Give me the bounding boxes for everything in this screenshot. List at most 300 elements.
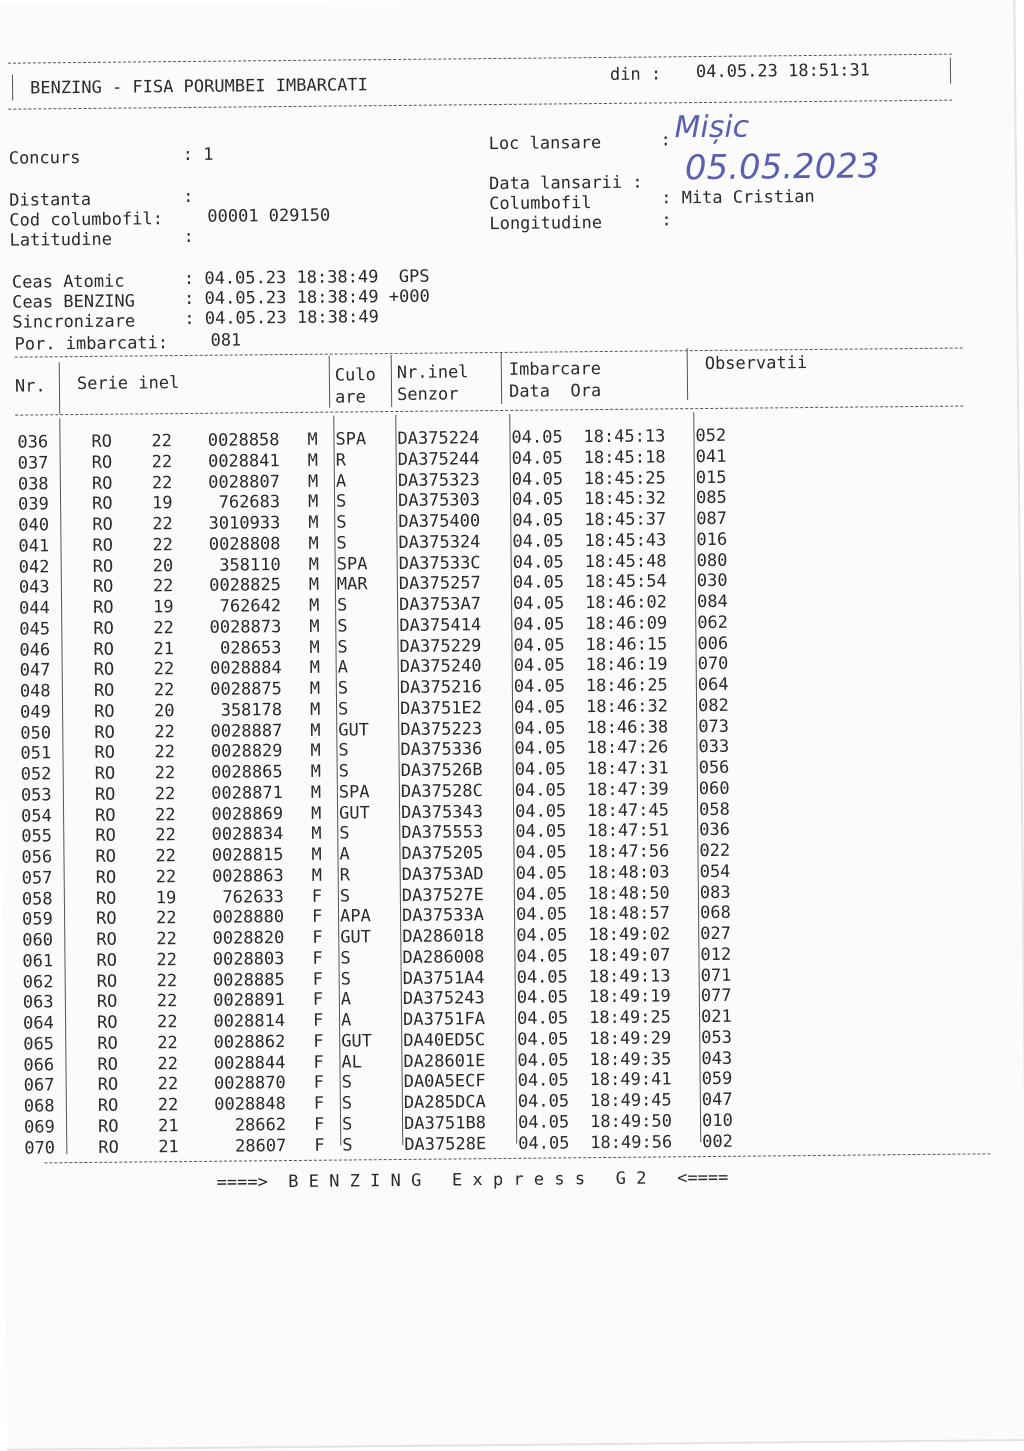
row-time: 18:49:56 xyxy=(590,1132,672,1154)
row-date: 04.05 xyxy=(516,946,567,967)
row-ring-number: 0028862 xyxy=(195,1032,285,1054)
row-number: 059 xyxy=(22,910,53,931)
row-sensor: DA375216 xyxy=(400,677,482,699)
row-number: 045 xyxy=(19,619,50,640)
row-time: 18:46:02 xyxy=(585,592,667,614)
row-sex: F xyxy=(313,969,323,990)
row-colour: SPA xyxy=(337,554,368,575)
row-time: 18:45:37 xyxy=(584,509,666,531)
row-observation: 022 xyxy=(699,841,730,862)
row-year: 22 xyxy=(154,659,184,680)
row-sensor: DA3751FA xyxy=(403,1009,485,1031)
row-year: 22 xyxy=(157,991,187,1012)
row-date: 04.05 xyxy=(512,469,563,490)
row-number: 060 xyxy=(22,930,53,951)
row-colour: S xyxy=(337,595,347,616)
row-country: RO xyxy=(96,888,117,909)
row-ring-number: 0028841 xyxy=(190,451,280,473)
row-colour: MAR xyxy=(337,575,368,596)
row-number: 042 xyxy=(19,557,50,578)
row-number: 055 xyxy=(21,827,52,848)
row-sensor: DA3753AD xyxy=(402,864,484,886)
row-observation: 058 xyxy=(699,799,730,820)
row-observation: 084 xyxy=(697,592,728,613)
row-date: 04.05 xyxy=(513,635,564,656)
row-year: 22 xyxy=(155,846,185,867)
row-colour: A xyxy=(339,844,349,865)
row-sensor: DA37533A xyxy=(402,905,484,927)
row-country: RO xyxy=(92,494,113,515)
header-sep-imbarcare xyxy=(687,348,688,400)
row-country: RO xyxy=(92,473,113,494)
row-sex: F xyxy=(313,990,323,1011)
row-year: 22 xyxy=(156,867,186,888)
row-date: 04.05 xyxy=(515,822,566,843)
row-number: 037 xyxy=(18,453,49,474)
row-ring-number: 0028808 xyxy=(190,534,280,556)
row-number: 047 xyxy=(20,661,51,682)
row-number: 068 xyxy=(24,1096,55,1117)
row-colour: A xyxy=(338,658,348,679)
longitudine-label: Longitudine xyxy=(489,213,602,234)
row-sensor: DA37528C xyxy=(401,781,483,803)
row-sensor: DA375205 xyxy=(401,843,483,865)
row-date: 04.05 xyxy=(518,1071,569,1092)
row-year: 22 xyxy=(157,1054,187,1075)
row-sensor: DA3751A4 xyxy=(403,968,485,990)
row-date: 04.05 xyxy=(518,1133,569,1154)
header-sep-serie xyxy=(329,356,330,408)
row-year: 22 xyxy=(151,431,181,452)
row-date: 04.05 xyxy=(514,718,565,739)
row-sex: M xyxy=(308,533,318,554)
row-sex: M xyxy=(308,450,318,471)
row-number: 054 xyxy=(21,806,52,827)
row-time: 18:49:29 xyxy=(589,1028,671,1050)
row-ring-number: 0028873 xyxy=(191,617,281,639)
row-sex: F xyxy=(313,1011,323,1032)
row-country: RO xyxy=(96,950,117,971)
row-date: 04.05 xyxy=(518,1112,569,1133)
row-colour: S xyxy=(339,761,349,782)
row-colour: S xyxy=(337,637,347,658)
row-number: 051 xyxy=(20,744,51,765)
row-date: 04.05 xyxy=(513,593,564,614)
row-date: 04.05 xyxy=(517,967,568,988)
row-year: 19 xyxy=(156,888,186,909)
row-date: 04.05 xyxy=(515,780,566,801)
row-sensor: DA40ED5C xyxy=(403,1030,485,1052)
row-sensor: DA375400 xyxy=(398,511,480,533)
row-sensor: DA375336 xyxy=(400,739,482,761)
row-observation: 033 xyxy=(698,737,729,758)
row-observation: 073 xyxy=(698,716,729,737)
row-colour: S xyxy=(336,533,346,554)
header-serie-inel: Serie inel xyxy=(77,373,180,394)
row-sex: F xyxy=(312,886,322,907)
row-number: 041 xyxy=(18,536,49,557)
row-country: RO xyxy=(92,452,113,473)
row-time: 18:46:19 xyxy=(586,655,668,677)
row-number: 036 xyxy=(17,432,48,453)
row-colour: S xyxy=(342,1073,352,1094)
ceas-benzing-value: : 04.05.23 18:38:49 +000 xyxy=(184,287,430,309)
header-sep-senzor xyxy=(501,352,502,404)
row-sensor: DA375343 xyxy=(401,802,483,824)
row-time: 18:45:25 xyxy=(584,468,666,490)
row-year: 22 xyxy=(153,576,183,597)
distanta-value: : xyxy=(183,187,193,207)
row-ring-number: 0028807 xyxy=(190,472,280,494)
row-number: 063 xyxy=(23,993,54,1014)
header-culoare-2: are xyxy=(335,387,366,407)
row-ring-number: 0028875 xyxy=(192,679,282,701)
row-sex: M xyxy=(308,471,318,492)
row-year: 19 xyxy=(153,597,183,618)
row-date: 04.05 xyxy=(517,988,568,1009)
row-date: 04.05 xyxy=(512,448,563,469)
row-colour: R xyxy=(340,865,350,886)
row-ring-number: 0028829 xyxy=(192,741,282,763)
row-sex: M xyxy=(308,513,318,534)
row-ring-number: 358110 xyxy=(191,555,281,577)
row-ring-number: 0028870 xyxy=(196,1073,286,1095)
row-country: RO xyxy=(94,722,115,743)
row-year: 22 xyxy=(154,742,184,763)
row-sex: M xyxy=(311,762,321,783)
row-ring-number: 0028820 xyxy=(194,928,284,950)
row-observation: 012 xyxy=(700,945,731,966)
row-time: 18:45:18 xyxy=(584,447,666,469)
row-ring-number: 28607 xyxy=(196,1136,286,1158)
row-year: 20 xyxy=(154,701,184,722)
footer-banner: ====> B E N Z I N G E x p r e s s G 2 <==== xyxy=(217,1168,729,1193)
row-colour: A xyxy=(341,1010,351,1031)
din-label: din : xyxy=(610,64,661,84)
por-imbarcati-label: Por. imbarcati: xyxy=(14,333,168,354)
row-country: RO xyxy=(98,1096,119,1117)
row-date: 04.05 xyxy=(513,614,564,635)
row-year: 21 xyxy=(153,639,183,660)
document-title: BENZING - FISA PORUMBEI IMBARCATI xyxy=(30,75,368,98)
row-sex: F xyxy=(314,1135,324,1156)
row-country: RO xyxy=(98,1075,119,1096)
row-number: 062 xyxy=(23,972,54,993)
row-country: RO xyxy=(93,556,114,577)
row-colour: GUT xyxy=(341,1031,372,1052)
row-time: 18:47:56 xyxy=(587,841,669,863)
row-sensor: DA375323 xyxy=(398,470,480,492)
row-ring-number: 0028887 xyxy=(192,721,282,743)
row-observation: 052 xyxy=(695,426,726,447)
row-date: 04.05 xyxy=(516,925,567,946)
row-sex: F xyxy=(312,928,322,949)
row-year: 22 xyxy=(155,784,185,805)
columbofil-label: Columbofil xyxy=(489,193,592,214)
row-sensor: DA375223 xyxy=(400,719,482,741)
row-ring-number: 0028891 xyxy=(195,990,285,1012)
cod-columbofil-label: Cod columbofil: xyxy=(9,209,163,230)
row-colour: SPA xyxy=(335,429,366,450)
row-sensor: DA375303 xyxy=(398,490,480,512)
row-colour: S xyxy=(342,1093,352,1114)
row-observation: 059 xyxy=(702,1069,733,1090)
row-ring-number: 0028848 xyxy=(196,1094,286,1116)
row-time: 18:49:50 xyxy=(590,1111,672,1133)
row-observation: 060 xyxy=(699,779,730,800)
header-imbarcare-1: Imbarcare xyxy=(509,359,601,380)
handwritten-release-date: 05.05.2023 xyxy=(685,146,880,188)
row-observation: 027 xyxy=(700,924,731,945)
row-observation: 054 xyxy=(700,862,731,883)
row-year: 22 xyxy=(154,680,184,701)
row-sensor: DA375553 xyxy=(401,822,483,844)
row-year: 22 xyxy=(152,535,182,556)
row-date: 04.05 xyxy=(515,759,566,780)
sincronizare-value: : 04.05.23 18:38:49 xyxy=(184,307,379,329)
row-observation: 083 xyxy=(700,882,731,903)
latitudine-value: : xyxy=(183,227,193,247)
row-sensor: DA286008 xyxy=(402,947,484,969)
row-colour: SPA xyxy=(339,782,370,803)
row-sex: M xyxy=(309,616,319,637)
header-nr-inel-2: Senzor xyxy=(397,384,459,405)
row-sensor: DA375324 xyxy=(398,532,480,554)
row-year: 22 xyxy=(155,805,185,826)
row-sensor: DA37533C xyxy=(399,553,481,575)
row-observation: 047 xyxy=(702,1090,733,1111)
row-time: 18:45:43 xyxy=(584,530,666,552)
row-observation: 068 xyxy=(700,903,731,924)
row-sex: M xyxy=(310,720,320,741)
row-country: RO xyxy=(97,971,118,992)
row-sensor: DA3751E2 xyxy=(400,698,482,720)
row-country: RO xyxy=(96,867,117,888)
row-sex: M xyxy=(307,430,317,451)
row-year: 22 xyxy=(153,618,183,639)
loc-lansare-value: : xyxy=(661,130,671,150)
row-date: 04.05 xyxy=(512,531,563,552)
row-number: 053 xyxy=(21,785,52,806)
row-time: 18:46:15 xyxy=(585,634,667,656)
ceas-atomic-label: Ceas Atomic xyxy=(12,272,125,293)
row-time: 18:46:38 xyxy=(586,717,668,739)
row-colour: S xyxy=(336,512,346,533)
header-imbarcare-2: Data Ora xyxy=(509,381,601,402)
header-culoare-1: Culo xyxy=(335,365,376,385)
row-ring-number: 762642 xyxy=(191,596,281,618)
row-sex: M xyxy=(309,637,319,658)
row-observation: 036 xyxy=(699,820,730,841)
header-nr-inel-1: Nr.inel xyxy=(397,362,469,383)
row-year: 22 xyxy=(154,722,184,743)
row-observation: 015 xyxy=(696,467,727,488)
row-year: 22 xyxy=(157,971,187,992)
row-sex: M xyxy=(309,554,319,575)
row-number: 050 xyxy=(20,723,51,744)
row-sensor: DA375224 xyxy=(397,428,479,450)
row-sensor: DA375244 xyxy=(398,449,480,471)
row-observation: 016 xyxy=(696,530,727,551)
row-ring-number: 0028815 xyxy=(193,845,283,867)
row-country: RO xyxy=(98,1116,119,1137)
row-date: 04.05 xyxy=(517,1008,568,1029)
row-date: 04.05 xyxy=(512,490,563,511)
row-date: 04.05 xyxy=(515,801,566,822)
row-observation: 085 xyxy=(696,488,727,509)
row-sensor: DA37527E xyxy=(402,885,484,907)
row-time: 18:49:19 xyxy=(589,987,671,1009)
row-sex: M xyxy=(311,845,321,866)
row-country: RO xyxy=(97,1013,118,1034)
row-date: 04.05 xyxy=(517,1050,568,1071)
row-time: 18:47:39 xyxy=(587,779,669,801)
row-number: 039 xyxy=(18,495,49,516)
row-date: 04.05 xyxy=(514,697,565,718)
row-year: 19 xyxy=(152,493,182,514)
row-sex: M xyxy=(312,865,322,886)
row-sex: M xyxy=(311,782,321,803)
row-number: 069 xyxy=(24,1117,55,1138)
row-country: RO xyxy=(95,847,116,868)
row-sex: M xyxy=(311,824,321,845)
header-sep-culoare xyxy=(391,355,392,407)
row-number: 052 xyxy=(21,764,52,785)
row-sex: F xyxy=(313,1052,323,1073)
row-colour: S xyxy=(338,678,348,699)
row-colour: S xyxy=(342,1135,352,1156)
row-number: 043 xyxy=(19,578,50,599)
row-country: RO xyxy=(93,577,114,598)
row-time: 18:49:13 xyxy=(589,966,671,988)
row-colour: AL xyxy=(341,1052,362,1073)
row-sex: M xyxy=(311,803,321,824)
row-sensor: DA28601E xyxy=(403,1051,485,1073)
row-country: RO xyxy=(94,660,115,681)
row-country: RO xyxy=(93,598,114,619)
row-time: 18:45:32 xyxy=(584,489,666,511)
row-year: 22 xyxy=(155,825,185,846)
row-time: 18:45:13 xyxy=(583,426,665,448)
sincronizare-label: Sincronizare xyxy=(12,311,135,332)
row-sensor: DA375229 xyxy=(399,636,481,658)
row-sex: M xyxy=(310,741,320,762)
row-year: 22 xyxy=(156,908,186,929)
row-date: 04.05 xyxy=(514,676,565,697)
body-sep-nr xyxy=(59,418,67,1154)
row-sensor: DA286018 xyxy=(402,926,484,948)
row-time: 18:49:07 xyxy=(588,945,670,967)
table-header-bottom-rule xyxy=(15,406,963,416)
row-number: 046 xyxy=(19,640,50,661)
row-sex: M xyxy=(308,492,318,513)
row-year: 21 xyxy=(158,1137,188,1158)
row-sensor: DA375240 xyxy=(400,656,482,678)
table-body xyxy=(0,0,1013,5)
row-ring-number: 0028885 xyxy=(195,970,285,992)
row-colour: A xyxy=(336,471,346,492)
header-right-rule xyxy=(950,58,951,84)
handwritten-release-place: Mișic xyxy=(674,110,749,146)
row-country: RO xyxy=(94,701,115,722)
row-year: 22 xyxy=(156,929,186,950)
row-observation: 070 xyxy=(698,654,729,675)
row-ring-number: 0028803 xyxy=(194,949,284,971)
row-colour: S xyxy=(341,969,351,990)
row-ring-number: 028653 xyxy=(191,638,281,660)
row-ring-number: 0028871 xyxy=(193,783,283,805)
row-country: RO xyxy=(93,639,114,660)
row-ring-number: 0028869 xyxy=(193,804,283,826)
row-country: RO xyxy=(95,784,116,805)
row-observation: 071 xyxy=(701,965,732,986)
row-number: 056 xyxy=(21,847,52,868)
row-year: 22 xyxy=(152,473,182,494)
row-sex: M xyxy=(310,679,320,700)
row-observation: 021 xyxy=(701,1007,732,1028)
row-year: 21 xyxy=(158,1116,188,1137)
row-year: 22 xyxy=(152,452,182,473)
row-ring-number: 762683 xyxy=(190,492,280,514)
row-date: 04.05 xyxy=(518,1091,569,1112)
row-observation: 043 xyxy=(701,1048,732,1069)
header-nr: Nr. xyxy=(15,376,46,396)
row-observation: 041 xyxy=(696,447,727,468)
row-colour: GUT xyxy=(338,720,369,741)
row-country: RO xyxy=(95,826,116,847)
row-country: RO xyxy=(95,764,116,785)
concurs-value: : 1 xyxy=(183,145,214,165)
row-sex: M xyxy=(310,699,320,720)
row-time: 18:48:50 xyxy=(588,883,670,905)
row-sex: F xyxy=(314,1094,324,1115)
row-ring-number: 0028825 xyxy=(191,575,281,597)
row-time: 18:47:45 xyxy=(587,800,669,822)
row-sensor: DA3753A7 xyxy=(399,594,481,616)
row-time: 18:49:41 xyxy=(590,1070,672,1092)
latitudine-label: Latitudine xyxy=(9,230,112,251)
row-observation: 053 xyxy=(701,1028,732,1049)
row-observation: 080 xyxy=(697,550,728,571)
row-year: 20 xyxy=(153,556,183,577)
por-imbarcati-value: 081 xyxy=(210,330,241,350)
row-time: 18:49:02 xyxy=(588,924,670,946)
row-time: 18:47:31 xyxy=(587,758,669,780)
row-colour: S xyxy=(342,1114,352,1135)
row-date: 04.05 xyxy=(511,427,562,448)
row-number: 065 xyxy=(23,1034,54,1055)
row-time: 18:49:25 xyxy=(589,1007,671,1029)
row-colour: GUT xyxy=(339,803,370,824)
row-colour: S xyxy=(340,948,350,969)
row-country: RO xyxy=(92,515,113,536)
row-number: 044 xyxy=(19,598,50,619)
row-number: 061 xyxy=(22,951,53,972)
row-date: 04.05 xyxy=(516,884,567,905)
row-observation: 082 xyxy=(698,696,729,717)
row-observation: 056 xyxy=(699,758,730,779)
row-date: 04.05 xyxy=(515,842,566,863)
row-ring-number: 0028844 xyxy=(195,1053,285,1075)
row-country: RO xyxy=(96,930,117,951)
distanta-label: Distanta xyxy=(9,190,91,211)
row-time: 18:46:32 xyxy=(586,696,668,718)
row-country: RO xyxy=(97,992,118,1013)
row-colour: S xyxy=(337,616,347,637)
columbofil-value: : Mita Cristian xyxy=(661,187,815,208)
row-observation: 064 xyxy=(698,675,729,696)
row-colour: S xyxy=(338,741,348,762)
